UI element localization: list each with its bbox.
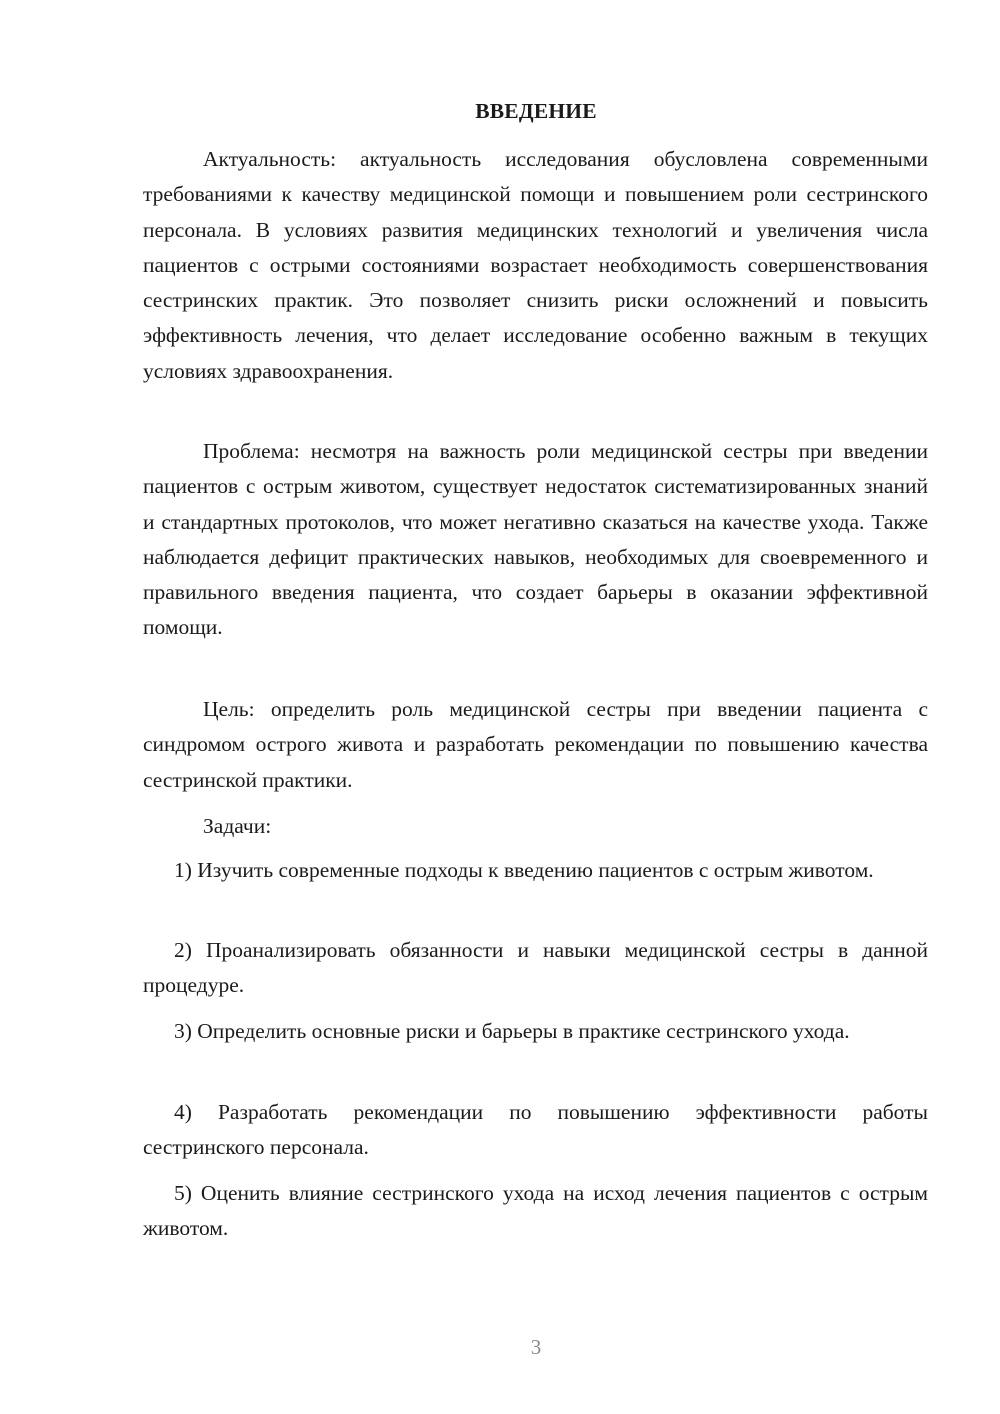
section-heading: ВВЕДЕНИЕ [475,99,597,123]
problem-paragraph: Проблема: несмотря на важность роли медицинской сестры при введении пациентов с острым животом, существует недостаток систематизированных знаний и стандартных протоколов, что может негативно сказаться на качестве ухода. Также наблюдается дефицит практических навыков, необходимых для своевременного и правильного введения пациента, что создает барьеры в оказании эффективной помощи. [143,439,928,640]
tasks-label: Задачи: [203,814,272,838]
relevance-paragraph: Актуальность: актуальность исследования обусловлена современными требованиями к качеству медицинской помощи и повышением роли сестринского персонала. В условиях развития медицинских технологий и увеличения числа пациентов с острыми состояниями возрастает необходимость совершенствования сестринских практик. Это позволяет снизить риски осложнений и повысить эффективность лечения, что делает исследование особенно важным в текущих условиях здравоохранения. [143,147,928,383]
page-number: 3 [530,1335,542,1359]
task-item-5: 5) Оценить влияние сестринского ухода на исход лечения пациентов с острым животом. [143,1181,928,1241]
task-item-2: 2) Проанализировать обязанности и навыки медицинской сестры в данной процедуре. [143,938,928,998]
task-item-3: 3) Определить основные риски и барьеры в практике сестринского ухода. [174,1019,850,1043]
goal-paragraph: Цель: определить роль медицинской сестры при введении пациента с синдромом острого живота и разработать рекомендации по повышению качества сестринской практики. [143,697,928,792]
task-item-4: 4) Разработать рекомендации по повышению эффективности работы сестринского персонала. [143,1100,928,1160]
task-item-1: 1) Изучить современные подходы к введению пациентов с острым животом. [174,858,874,882]
